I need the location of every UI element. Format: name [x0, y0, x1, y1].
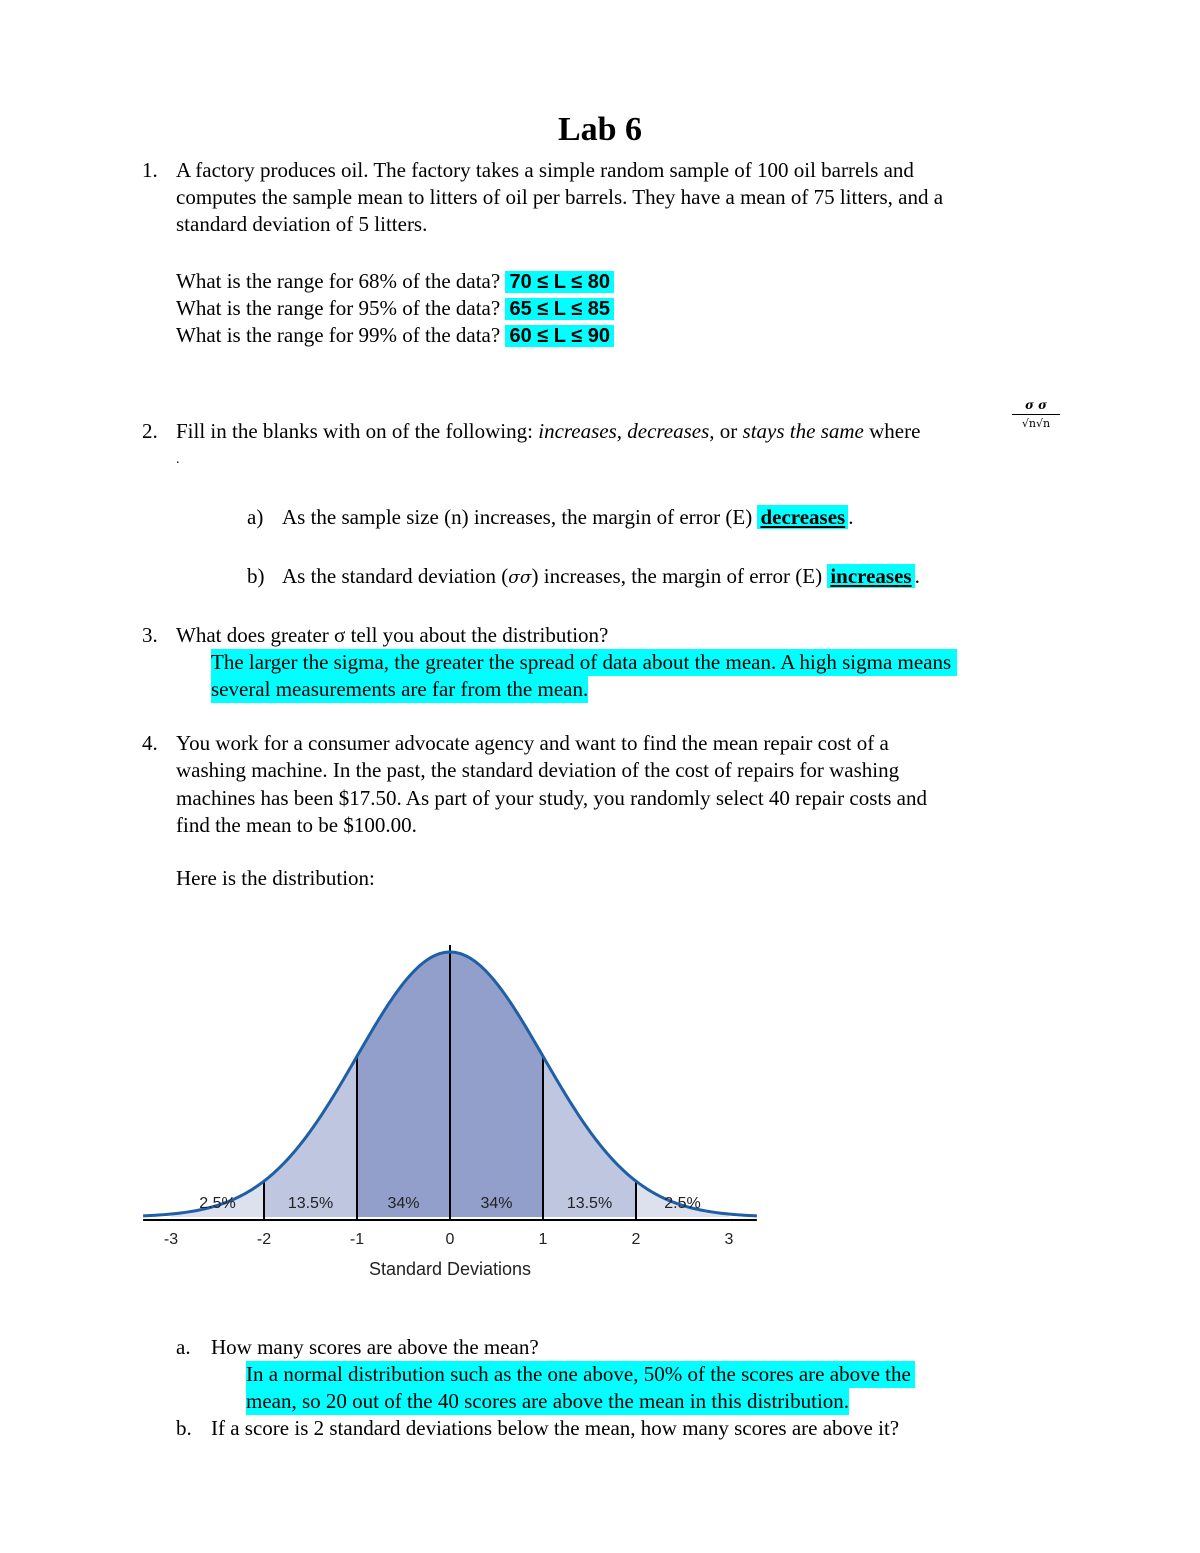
- q4a-text: How many scores are above the mean?: [211, 1335, 539, 1359]
- sigma-over-root-n-formula: [1012, 398, 1060, 431]
- q1-question-68-text: What is the range for 68% of the data?: [176, 269, 501, 293]
- region-label-4: 13.5%: [566, 1195, 613, 1212]
- q4-number: 4.: [142, 731, 158, 755]
- tick-label-6: 3: [724, 1231, 734, 1248]
- q3-answer-line-2: several measurements are far from the mean.: [211, 677, 589, 701]
- q1-question-99-text: What is the range for 99% of the data?: [176, 323, 501, 347]
- tick-label-5: 2: [631, 1231, 641, 1248]
- q2b-answer: increases: [827, 564, 914, 588]
- region-3: [450, 952, 543, 1217]
- q2a-label: a): [247, 505, 264, 529]
- q2-where: where: [863, 419, 921, 443]
- q1-question-99: [176, 322, 614, 350]
- region-label-1: 13.5%: [287, 1195, 334, 1212]
- region-label-0: 2.5%: [199, 1195, 236, 1212]
- q2-prompt-text: Fill in the blanks with on of the following:: [176, 419, 539, 443]
- tick-label-1: -2: [256, 1231, 272, 1248]
- q1-line-3: standard deviation of 5 litters.: [176, 212, 428, 236]
- q4b-text: If a score is 2 standard deviations below the mean, how many scores are above it?: [211, 1416, 900, 1440]
- q1-answer-68: 70 ≤ L ≤ 80: [505, 271, 614, 293]
- q1-line-2: computes the sample mean to litters of oil per barrels. They have a mean of 75 litters, and a: [176, 185, 944, 209]
- q2b-text: As the standard deviation (: [282, 564, 509, 588]
- q2b-line: [282, 563, 920, 592]
- q4-distribution-intro: Here is the distribution:: [176, 866, 375, 890]
- tick-label-3: 0: [445, 1231, 455, 1248]
- q4-line-4: find the mean to be $100.00.: [176, 813, 417, 837]
- q2b-end: .: [914, 564, 920, 588]
- q2-option-same: stays the same: [742, 419, 864, 443]
- q2b-sigma: σσ: [508, 568, 532, 588]
- q3-number: 3.: [142, 623, 158, 647]
- q4-line-3: machines has been $17.50. As part of your study, you randomly select 40 repair costs and: [176, 786, 927, 810]
- q2-prompt: [176, 418, 920, 445]
- tick-label-4: 1: [538, 1231, 548, 1248]
- q3-answer-line-1: The larger the sigma, the greater the spread of data about the mean. A high sigma means: [211, 649, 957, 676]
- q2a-answer: decreases: [757, 505, 848, 529]
- region-label-2: 34%: [387, 1195, 420, 1212]
- q2b-label: b): [247, 564, 265, 588]
- q2a-end: .: [848, 505, 854, 529]
- q1-question-95-text: What is the range for 95% of the data?: [176, 296, 501, 320]
- q2a-text: As the sample size (n) increases, the margin of error (E): [282, 505, 758, 529]
- region-label-5: 2.5%: [664, 1195, 701, 1212]
- x-axis-label: Standard Deviations: [368, 1259, 532, 1279]
- normal-distribution-chart: [0, 930, 1200, 1330]
- q4b-label: b.: [176, 1416, 192, 1440]
- region-2: [357, 952, 450, 1217]
- q2-number: 2.: [142, 419, 158, 443]
- q2-options: increases, decreases,: [538, 419, 715, 443]
- q4-line-1: You work for a consumer advocate agency and want to find the mean repair cost of a: [176, 731, 889, 755]
- q1-question-68: [176, 268, 614, 296]
- q1-answer-99: 60 ≤ L ≤ 90: [505, 325, 614, 347]
- q4a-label: a.: [176, 1335, 191, 1359]
- q3-text: What does greater σ tell you about the distribution?: [176, 623, 609, 647]
- formula-numerator: σ σ: [1012, 398, 1060, 415]
- page-title: Lab 6: [557, 111, 643, 148]
- q1-line-1: A factory produces oil. The factory takes a simple random sample of 100 oil barrels and: [176, 158, 914, 182]
- tick-label-2: -1: [349, 1231, 365, 1248]
- q1-answer-95: 65 ≤ L ≤ 85: [505, 298, 614, 320]
- q1-number: 1.: [142, 158, 158, 182]
- formula-denominator: √n√n: [1021, 417, 1051, 430]
- tick-label-0: -3: [163, 1231, 179, 1248]
- q2-or: or: [714, 419, 743, 443]
- q4a-answer-line-1: In a normal distribution such as the one above, 50% of the scores are above the: [246, 1361, 915, 1388]
- q2b-text-2: ) increases, the margin of error (E): [531, 564, 828, 588]
- q1-question-95: [176, 295, 614, 323]
- q2a-line: [282, 504, 853, 531]
- q4a-answer-line-2: mean, so 20 out of the 40 scores are above the mean in this distribution.: [246, 1389, 850, 1413]
- q2-dot: .: [176, 452, 180, 467]
- region-label-3: 34%: [480, 1195, 513, 1212]
- q4-line-2: washing machine. In the past, the standard deviation of the cost of repairs for washing: [176, 758, 900, 782]
